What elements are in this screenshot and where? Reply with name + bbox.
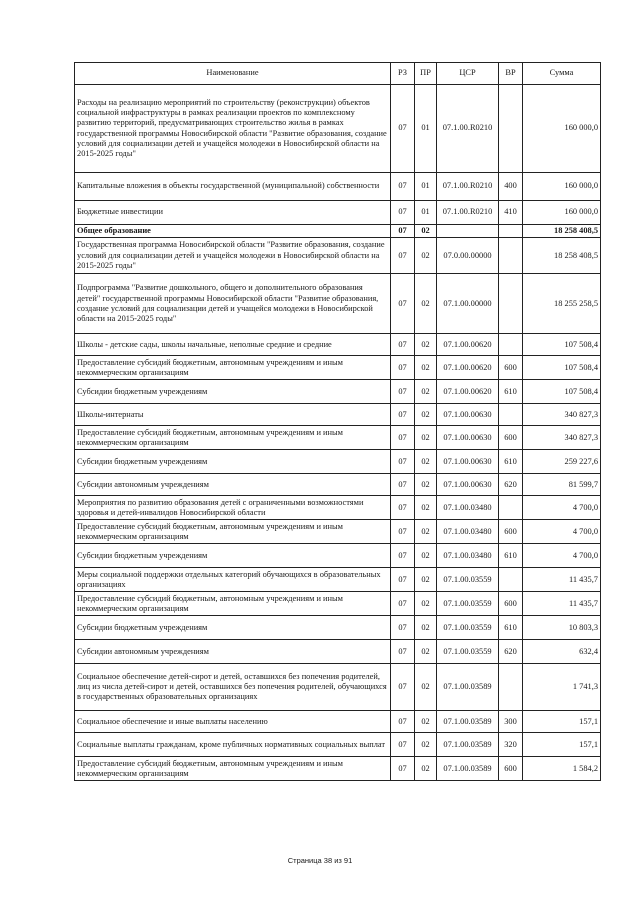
header-row	[75, 63, 601, 85]
cell-vr: 620	[499, 474, 523, 496]
cell-csr: 07.1.00.00630	[437, 404, 499, 426]
cell-sum: 259 227,6	[523, 450, 601, 474]
cell-rz: 07	[391, 568, 415, 592]
table-row	[75, 173, 601, 201]
cell-vr	[499, 568, 523, 592]
cell-pr: 02	[415, 404, 437, 426]
header-pr: ПР	[415, 63, 437, 85]
cell-sum: 11 435,7	[523, 568, 601, 592]
cell-name: Социальное обеспечение и иные выплаты населению	[75, 711, 391, 733]
table-row	[75, 664, 601, 711]
cell-sum: 107 508,4	[523, 380, 601, 404]
cell-vr: 410	[499, 201, 523, 225]
cell-csr: 07.1.00.03589	[437, 733, 499, 757]
cell-vr	[499, 238, 523, 274]
cell-rz: 07	[391, 426, 415, 450]
table-row	[75, 85, 601, 173]
cell-pr: 02	[415, 496, 437, 520]
cell-name: Предоставление субсидий бюджетным, автономным учреждениям и иным некоммерческим организациям	[75, 592, 391, 616]
cell-csr: 07.1.00.00630	[437, 450, 499, 474]
cell-vr: 610	[499, 380, 523, 404]
cell-name: Общее образование	[75, 225, 391, 238]
table-row	[75, 640, 601, 664]
cell-sum: 107 508,4	[523, 334, 601, 356]
cell-sum: 157,1	[523, 733, 601, 757]
cell-rz: 07	[391, 544, 415, 568]
cell-pr: 02	[415, 711, 437, 733]
cell-sum: 4 700,0	[523, 496, 601, 520]
cell-csr: 07.1.00.03480	[437, 520, 499, 544]
cell-csr: 07.1.00.R0210	[437, 85, 499, 173]
cell-rz: 07	[391, 201, 415, 225]
budget-table	[74, 62, 601, 781]
cell-pr: 02	[415, 520, 437, 544]
cell-name: Субсидии автономным учреждениям	[75, 640, 391, 664]
header-sum: Сумма	[523, 63, 601, 85]
cell-pr: 02	[415, 616, 437, 640]
cell-rz: 07	[391, 496, 415, 520]
cell-pr: 02	[415, 733, 437, 757]
cell-name: Предоставление субсидий бюджетным, автономным учреждениям и иным некоммерческим организациям	[75, 356, 391, 380]
cell-name: Субсидии автономным учреждениям	[75, 474, 391, 496]
cell-rz: 07	[391, 274, 415, 334]
cell-pr: 02	[415, 426, 437, 450]
cell-csr: 07.1.00.00000	[437, 274, 499, 334]
cell-csr: 07.1.00.00620	[437, 380, 499, 404]
cell-vr	[499, 274, 523, 334]
table-row	[75, 520, 601, 544]
cell-vr: 600	[499, 757, 523, 781]
cell-vr: 400	[499, 173, 523, 201]
cell-pr: 02	[415, 238, 437, 274]
cell-pr: 02	[415, 757, 437, 781]
cell-csr: 07.1.00.03589	[437, 757, 499, 781]
cell-pr: 01	[415, 85, 437, 173]
cell-name: Предоставление субсидий бюджетным, автономным учреждениям и иным некоммерческим организациям	[75, 520, 391, 544]
table-row	[75, 568, 601, 592]
table-row	[75, 238, 601, 274]
cell-vr: 320	[499, 733, 523, 757]
cell-csr: 07.1.00.00630	[437, 474, 499, 496]
cell-csr: 07.0.00.00000	[437, 238, 499, 274]
cell-rz: 07	[391, 380, 415, 404]
cell-rz: 07	[391, 404, 415, 426]
cell-sum: 632,4	[523, 640, 601, 664]
cell-name: Школы - детские сады, школы начальные, неполные средние и средние	[75, 334, 391, 356]
table-row	[75, 334, 601, 356]
cell-name: Предоставление субсидий бюджетным, автономным учреждениям и иным некоммерческим организациям	[75, 757, 391, 781]
cell-vr: 600	[499, 520, 523, 544]
cell-name: Бюджетные инвестиции	[75, 201, 391, 225]
cell-sum: 18 258 408,5	[523, 238, 601, 274]
cell-rz: 07	[391, 238, 415, 274]
table-row	[75, 404, 601, 426]
cell-pr: 02	[415, 592, 437, 616]
cell-csr: 07.1.00.03559	[437, 616, 499, 640]
cell-name: Меры социальной поддержки отдельных категорий обучающихся в образовательных организациях	[75, 568, 391, 592]
header-rz: РЗ	[391, 63, 415, 85]
cell-sum: 81 599,7	[523, 474, 601, 496]
cell-rz: 07	[391, 640, 415, 664]
cell-vr: 610	[499, 544, 523, 568]
cell-name: Субсидии бюджетным учреждениям	[75, 450, 391, 474]
cell-rz: 07	[391, 450, 415, 474]
cell-rz: 07	[391, 334, 415, 356]
table-row	[75, 201, 601, 225]
cell-csr: 07.1.00.03589	[437, 664, 499, 711]
cell-rz: 07	[391, 616, 415, 640]
cell-rz: 07	[391, 85, 415, 173]
table-row	[75, 450, 601, 474]
cell-rz: 07	[391, 733, 415, 757]
cell-rz: 07	[391, 173, 415, 201]
cell-sum: 157,1	[523, 711, 601, 733]
cell-rz: 07	[391, 356, 415, 380]
cell-name: Расходы на реализацию мероприятий по строительству (реконструкции) объектов социальной инфраструктуры в рамках реализации проектов по комплексному развитию территорий, предусматривающих строительство жилья в рамках государственной программы Новосибирской области "Развитие образования, создание условий для социализации детей и учащейся молодежи в Новосибирской области на 2015-2025 годы"	[75, 85, 391, 173]
cell-pr: 02	[415, 450, 437, 474]
cell-csr: 07.1.00.00630	[437, 426, 499, 450]
cell-pr: 02	[415, 225, 437, 238]
cell-sum: 18 258 408,5	[523, 225, 601, 238]
cell-name: Социальное обеспечение детей-сирот и детей, оставшихся без попечения родителей, лиц из числа детей-сирот и детей, оставшихся без попечения родителей, обучающихся в государственных образовательных организациях	[75, 664, 391, 711]
table-row	[75, 733, 601, 757]
table-row	[75, 356, 601, 380]
table-row	[75, 592, 601, 616]
cell-vr: 300	[499, 711, 523, 733]
header-vr: ВР	[499, 63, 523, 85]
cell-pr: 02	[415, 474, 437, 496]
cell-vr: 620	[499, 640, 523, 664]
table-row	[75, 616, 601, 640]
table-row	[75, 711, 601, 733]
cell-vr	[499, 496, 523, 520]
cell-csr: 07.1.00.00620	[437, 356, 499, 380]
cell-csr: 07.1.00.R0210	[437, 173, 499, 201]
cell-rz: 07	[391, 664, 415, 711]
cell-sum: 4 700,0	[523, 520, 601, 544]
cell-pr: 02	[415, 640, 437, 664]
cell-csr: 07.1.00.03480	[437, 544, 499, 568]
cell-sum: 107 508,4	[523, 356, 601, 380]
cell-name: Школы-интернаты	[75, 404, 391, 426]
cell-pr: 02	[415, 568, 437, 592]
cell-sum: 340 827,3	[523, 404, 601, 426]
cell-name: Субсидии бюджетным учреждениям	[75, 616, 391, 640]
cell-rz: 07	[391, 592, 415, 616]
table-row	[75, 225, 601, 238]
cell-vr: 610	[499, 616, 523, 640]
cell-rz: 07	[391, 225, 415, 238]
table-row	[75, 496, 601, 520]
table-row	[75, 274, 601, 334]
cell-csr: 07.1.00.03559	[437, 640, 499, 664]
cell-csr	[437, 225, 499, 238]
cell-pr: 02	[415, 274, 437, 334]
table-row	[75, 380, 601, 404]
cell-sum: 1 741,3	[523, 664, 601, 711]
cell-vr	[499, 334, 523, 356]
table-body	[75, 85, 601, 781]
table-row	[75, 544, 601, 568]
cell-name: Предоставление субсидий бюджетным, автономным учреждениям и иным некоммерческим организациям	[75, 426, 391, 450]
cell-sum: 4 700,0	[523, 544, 601, 568]
cell-pr: 02	[415, 334, 437, 356]
cell-csr: 07.1.00.03480	[437, 496, 499, 520]
table-row	[75, 474, 601, 496]
cell-pr: 02	[415, 544, 437, 568]
cell-pr: 01	[415, 201, 437, 225]
header-csr: ЦСР	[437, 63, 499, 85]
table-row	[75, 426, 601, 450]
table-row	[75, 757, 601, 781]
cell-name: Государственная программа Новосибирской области "Развитие образования, создание условий для социализации детей и учащейся молодежи в Новосибирской области на 2015-2025 годы"	[75, 238, 391, 274]
cell-sum: 11 435,7	[523, 592, 601, 616]
cell-name: Подпрограмма "Развитие дошкольного, общего и дополнительного образования детей" государственной программы Новосибирской области "Развитие образования, создание условий для социализации детей и учащейся молодежи в Новосибирской области на 2015-2025 годы"	[75, 274, 391, 334]
cell-pr: 02	[415, 664, 437, 711]
cell-vr: 610	[499, 450, 523, 474]
cell-vr: 600	[499, 592, 523, 616]
cell-pr: 02	[415, 380, 437, 404]
cell-name: Социальные выплаты гражданам, кроме публичных нормативных социальных выплат	[75, 733, 391, 757]
cell-csr: 07.1.00.03559	[437, 592, 499, 616]
cell-sum: 160 000,0	[523, 173, 601, 201]
cell-csr: 07.1.00.03589	[437, 711, 499, 733]
cell-pr: 02	[415, 356, 437, 380]
cell-sum: 340 827,3	[523, 426, 601, 450]
cell-sum: 160 000,0	[523, 85, 601, 173]
cell-vr	[499, 664, 523, 711]
cell-sum: 160 000,0	[523, 201, 601, 225]
cell-rz: 07	[391, 474, 415, 496]
cell-rz: 07	[391, 757, 415, 781]
cell-name: Субсидии бюджетным учреждениям	[75, 544, 391, 568]
cell-name: Капитальные вложения в объекты государственной (муниципальной) собственности	[75, 173, 391, 201]
header-name: Наименование	[75, 63, 391, 85]
cell-name: Субсидии бюджетным учреждениям	[75, 380, 391, 404]
cell-name: Мероприятия по развитию образования детей с ограниченными возможностями здоровья и детей-инвалидов Новосибирской области	[75, 496, 391, 520]
cell-rz: 07	[391, 520, 415, 544]
cell-vr	[499, 85, 523, 173]
cell-csr: 07.1.00.00620	[437, 334, 499, 356]
cell-vr	[499, 225, 523, 238]
cell-vr: 600	[499, 356, 523, 380]
cell-sum: 10 803,3	[523, 616, 601, 640]
cell-vr: 600	[499, 426, 523, 450]
cell-sum: 1 584,2	[523, 757, 601, 781]
cell-pr: 01	[415, 173, 437, 201]
page-number: Страница 38 из 91	[287, 856, 353, 865]
cell-csr: 07.1.00.R0210	[437, 201, 499, 225]
cell-vr	[499, 404, 523, 426]
cell-sum: 18 255 258,5	[523, 274, 601, 334]
cell-rz: 07	[391, 711, 415, 733]
cell-csr: 07.1.00.03559	[437, 568, 499, 592]
